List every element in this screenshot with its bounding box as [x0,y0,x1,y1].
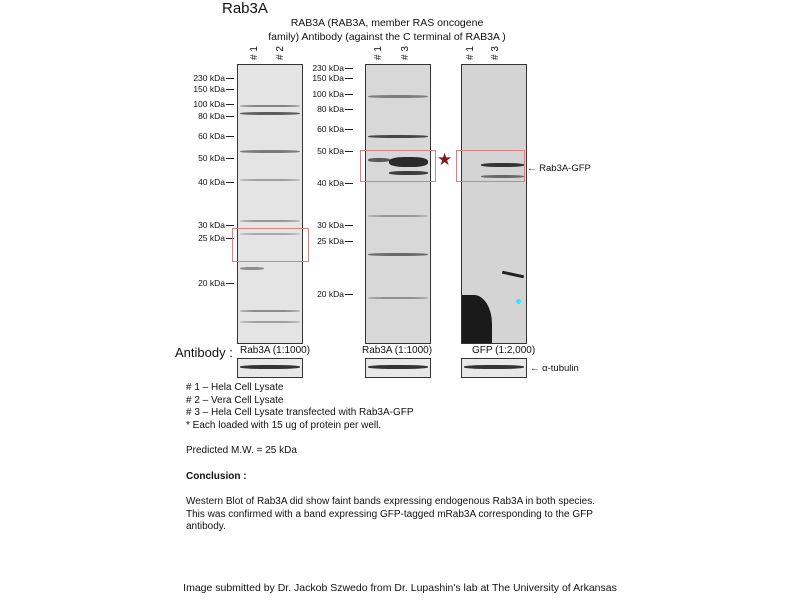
tubulin-label: ← α-tubulin [530,363,579,374]
panel1-marker: 80 kDa [182,111,234,121]
blot-panel-2 [365,64,431,344]
panel3-lane-1-label: # 1 [465,46,476,60]
band [240,267,264,270]
footer-credit: Image submitted by Dr. Jackob Szwedo from Dr. Lupashin's lab at The University of Arkansas [183,582,617,594]
band [240,321,300,323]
panel1-marker: 60 kDa [182,131,234,141]
rab3a-gfp-arrow-label: ← Rab3A-GFP [527,163,591,174]
panel1-marker: 150 kDa [182,84,234,94]
panel1-marker: 100 kDa [182,99,234,109]
figure-title: Rab3A [222,0,268,17]
band [240,150,300,153]
predicted-mw: Predicted M.W. = 25 kDa [186,445,297,456]
band [240,105,300,107]
panel1-lane-2-label: # 2 [275,46,286,60]
conclusion-heading: Conclusion : [186,470,247,482]
conclusion-text: Western Blot of Rab3A did show faint bands expressing endogenous Rab3A in both species. This was confirmed with a band expressing GFP-tagged mRab3A corresponding to the GFP antibody. [186,496,595,532]
panel1-marker: 20 kDa [182,278,234,288]
panel2-marker: 25 kDa [301,236,353,246]
subtitle-line-2: family) Antibody (against the C terminal of RAB3A ) [268,31,506,43]
highlight-box-50kda [360,150,436,182]
legend-item: # 3 – Hela Cell Lysate transfected with Rab3A-GFP [186,407,414,418]
panel1-marker: 30 kDa [182,220,234,230]
blot-artifact-streak [502,271,524,279]
panel2-marker: 150 kDa [301,73,353,83]
blot-artifact-dark [462,295,492,343]
panel1-marker: 230 kDa [182,73,234,83]
legend-item: # 2 – Vera Cell Lysate [186,394,284,406]
panel1-marker: 50 kDa [182,153,234,163]
blot-artifact-dot [516,299,521,304]
tubulin-strip-3 [461,358,527,378]
blot-panel-3 [461,64,527,344]
blot-panel-1 [237,64,303,344]
panel1-lane-1-label: # 1 [249,46,260,60]
band [240,220,300,222]
panel2-marker: 60 kDa [301,124,353,134]
panel1-marker: 40 kDa [182,177,234,187]
legend-notes [186,382,606,534]
antibody-row-label: Antibody : [175,345,233,360]
panel2-marker: 50 kDa [301,146,353,156]
band [368,253,428,256]
tubulin-strip-2 [365,358,431,378]
tubulin-band [240,365,300,369]
tubulin-band [368,365,428,369]
panel2-marker: 40 kDa [301,178,353,188]
band [368,297,428,299]
band [368,135,428,138]
band [368,95,428,98]
panel3-antibody-label: GFP (1:2,000) [472,345,536,356]
panel2-marker: 230 kDa [301,63,353,73]
highlight-box-25kda [232,228,309,262]
tubulin-strip-1 [237,358,303,378]
highlight-box-gfp [456,150,525,182]
panel2-marker: 80 kDa [301,104,353,114]
legend-item: * Each loaded with 15 ug of protein per well. [186,419,382,431]
panel2-marker: 30 kDa [301,220,353,230]
band [240,310,300,312]
panel2-antibody-label: Rab3A (1:1000) [362,345,433,356]
band [368,215,428,217]
figure-subtitle [222,16,552,44]
panel2-lane-3-label: # 3 [400,46,411,60]
panel1-marker: 25 kDa [182,233,234,243]
band [240,112,300,115]
panel3-lane-3-label: # 3 [490,46,501,60]
panel2-marker: 100 kDa [301,89,353,99]
subtitle-line-1: RAB3A (RAB3A, member RAS oncogene [290,17,484,29]
panel2-marker: 20 kDa [301,289,353,299]
star-icon: ★ [437,150,453,169]
panel1-antibody-label: Rab3A (1:1000) [240,345,311,356]
legend-item: # 1 – Hela Cell Lysate [186,382,284,393]
band [240,179,300,181]
tubulin-band [464,365,524,369]
panel2-lane-1-label: # 1 [373,46,384,60]
